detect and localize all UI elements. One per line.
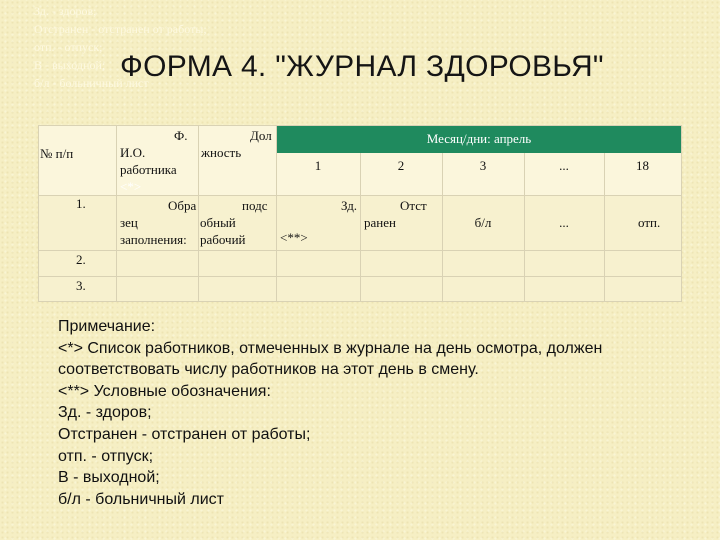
note-line: соответствовать числу работников на этот день в смену. <box>58 361 479 379</box>
row-position-part: подс <box>242 198 268 213</box>
header-num: № п/п <box>40 146 74 161</box>
row-fio-part: Обра <box>168 198 197 213</box>
day-header: 1 <box>314 158 322 173</box>
row-num: 1. <box>76 196 86 211</box>
row-fio-part: зец <box>120 215 138 230</box>
ghost-line: б/л - больничный лист <box>34 76 149 90</box>
row-num: 2. <box>76 252 86 267</box>
row-day-value: <**> <box>280 230 308 245</box>
row-day-value: б/л <box>474 215 492 230</box>
row-position-part: рабочий <box>200 232 246 247</box>
row-day-value: ... <box>559 215 569 230</box>
header-fio-part: работника <box>120 162 177 177</box>
footnote-block <box>58 316 602 510</box>
header-position-part: жность <box>201 145 242 160</box>
health-journal-table <box>38 125 682 302</box>
header-fio-part: И.О. <box>120 145 146 160</box>
header-fio-part: <*> <box>120 179 142 194</box>
row-day-value: Зд. <box>341 198 358 213</box>
note-line: б/л - больничный лист <box>58 490 224 508</box>
page-title: ФОРМА 4. "ЖУРНАЛ ЗДОРОВЬЯ" <box>120 50 604 83</box>
ghost-line: Отстранен - отстранен от работы; <box>34 22 207 36</box>
note-line: Отстранен - отстранен от работы; <box>58 425 311 443</box>
row-day-value: ранен <box>364 215 396 230</box>
row-day-value: отп. <box>638 215 661 230</box>
ghost-line: В - выходной; <box>34 58 106 72</box>
ghost-line: Зд. - здоров; <box>34 4 97 18</box>
header-month: Месяц/дни: апрель <box>426 131 532 146</box>
row-num: 3. <box>76 278 86 293</box>
day-header: 3 <box>479 158 487 173</box>
day-header: 18 <box>636 158 649 173</box>
note-line: <**> Условные обозначения: <box>58 382 271 400</box>
note-line: <*> Список работников, отмеченных в журнале на день осмотра, должен <box>58 339 603 357</box>
note-line: Примечание: <box>58 318 156 335</box>
note-line: Зд. - здоров; <box>58 404 152 422</box>
row-position-part: обный <box>200 215 236 230</box>
header-fio-part: Ф. <box>174 128 188 143</box>
day-header: 2 <box>397 158 405 173</box>
row-fio-part: заполнения: <box>120 232 187 247</box>
header-position-part: Дол <box>250 128 272 143</box>
ghost-line: отп. - отпуск; <box>34 40 103 54</box>
row-day-value: Отст <box>400 198 427 213</box>
day-header: ... <box>559 158 569 173</box>
note-line: отп. - отпуск; <box>58 447 154 465</box>
note-line: В - выходной; <box>58 469 160 487</box>
